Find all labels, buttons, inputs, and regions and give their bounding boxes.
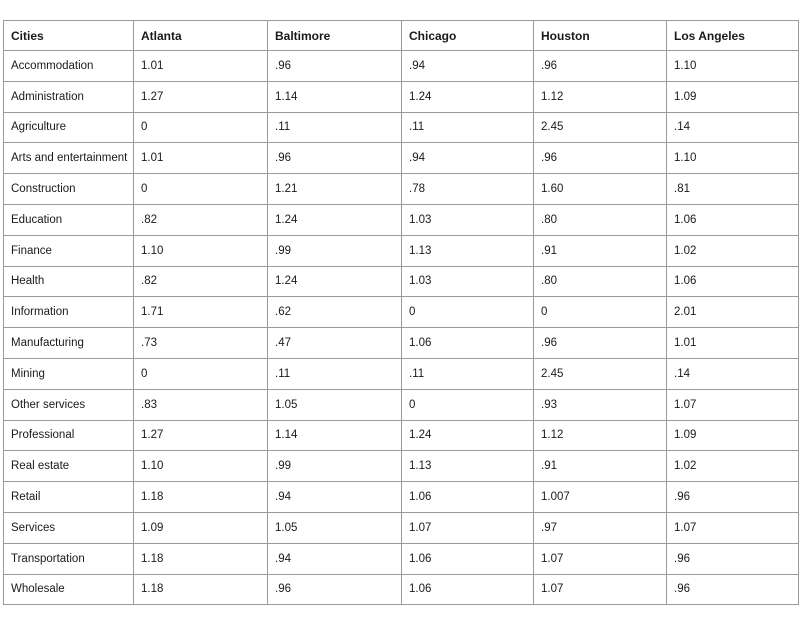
cell-atlanta: 1.10	[134, 235, 268, 266]
cell-industry: Information	[4, 297, 134, 328]
header-row	[4, 21, 799, 51]
cell-los-angeles: 1.06	[667, 266, 799, 297]
cell-chicago: 0	[402, 297, 534, 328]
cell-baltimore: .96	[268, 143, 402, 174]
table-row	[4, 143, 799, 174]
cell-atlanta: 1.71	[134, 297, 268, 328]
header-baltimore: Baltimore	[268, 21, 402, 51]
cell-atlanta: 0	[134, 358, 268, 389]
cell-houston: 1.12	[534, 420, 667, 451]
cell-baltimore: .94	[268, 543, 402, 574]
cell-baltimore: 1.14	[268, 420, 402, 451]
table-body	[4, 51, 799, 605]
table-row	[4, 266, 799, 297]
cell-industry: Other services	[4, 389, 134, 420]
cell-houston: .96	[534, 328, 667, 359]
cell-industry: Education	[4, 204, 134, 235]
cell-industry: Mining	[4, 358, 134, 389]
cell-houston: 1.07	[534, 543, 667, 574]
cell-baltimore: .96	[268, 51, 402, 82]
cell-industry: Finance	[4, 235, 134, 266]
header-atlanta: Atlanta	[134, 21, 268, 51]
cell-los-angeles: 1.10	[667, 143, 799, 174]
table-row	[4, 328, 799, 359]
cell-chicago: .11	[402, 358, 534, 389]
cell-industry: Wholesale	[4, 574, 134, 605]
cell-chicago: .78	[402, 174, 534, 205]
cell-houston: .91	[534, 235, 667, 266]
cell-baltimore: .62	[268, 297, 402, 328]
cell-atlanta: 1.27	[134, 81, 268, 112]
cell-los-angeles: 1.10	[667, 51, 799, 82]
table-row	[4, 512, 799, 543]
cell-industry: Accommodation	[4, 51, 134, 82]
cell-los-angeles: .96	[667, 482, 799, 513]
cell-atlanta: 1.10	[134, 451, 268, 482]
cell-industry: Arts and entertainment	[4, 143, 134, 174]
cell-baltimore: 1.05	[268, 389, 402, 420]
cell-atlanta: 0	[134, 112, 268, 143]
cell-chicago: 1.06	[402, 328, 534, 359]
cell-atlanta: 1.18	[134, 482, 268, 513]
cell-houston: .96	[534, 143, 667, 174]
cell-atlanta: 1.18	[134, 574, 268, 605]
cell-los-angeles: 1.07	[667, 512, 799, 543]
table-row	[4, 81, 799, 112]
cell-industry: Services	[4, 512, 134, 543]
cell-houston: .97	[534, 512, 667, 543]
cell-atlanta: 1.18	[134, 543, 268, 574]
cell-baltimore: .11	[268, 358, 402, 389]
header-cities: Cities	[4, 21, 134, 51]
cell-baltimore: 1.21	[268, 174, 402, 205]
table-row	[4, 297, 799, 328]
cell-houston: 0	[534, 297, 667, 328]
cell-baltimore: 1.05	[268, 512, 402, 543]
cell-chicago: 1.24	[402, 420, 534, 451]
cell-houston: .80	[534, 204, 667, 235]
city-industry-table	[3, 20, 799, 605]
cell-industry: Professional	[4, 420, 134, 451]
cell-industry: Real estate	[4, 451, 134, 482]
cell-houston: 1.60	[534, 174, 667, 205]
table-row	[4, 574, 799, 605]
cell-los-angeles: .96	[667, 543, 799, 574]
cell-houston: 2.45	[534, 358, 667, 389]
table-row	[4, 451, 799, 482]
cell-houston: .96	[534, 51, 667, 82]
cell-industry: Transportation	[4, 543, 134, 574]
cell-houston: .93	[534, 389, 667, 420]
cell-houston: 1.007	[534, 482, 667, 513]
cell-baltimore: 1.24	[268, 266, 402, 297]
cell-baltimore: 1.14	[268, 81, 402, 112]
cell-atlanta: .82	[134, 266, 268, 297]
cell-houston: 1.07	[534, 574, 667, 605]
cell-industry: Manufacturing	[4, 328, 134, 359]
cell-atlanta: 1.01	[134, 143, 268, 174]
cell-atlanta: .73	[134, 328, 268, 359]
table-row	[4, 174, 799, 205]
table-row	[4, 389, 799, 420]
cell-los-angeles: .96	[667, 574, 799, 605]
table-row	[4, 235, 799, 266]
cell-los-angeles: 2.01	[667, 297, 799, 328]
table-row	[4, 482, 799, 513]
cell-chicago: 1.24	[402, 81, 534, 112]
cell-industry: Administration	[4, 81, 134, 112]
cell-chicago: 1.03	[402, 266, 534, 297]
cell-chicago: 0	[402, 389, 534, 420]
cell-industry: Retail	[4, 482, 134, 513]
header-chicago: Chicago	[402, 21, 534, 51]
cell-atlanta: .82	[134, 204, 268, 235]
cell-industry: Agriculture	[4, 112, 134, 143]
cell-industry: Construction	[4, 174, 134, 205]
cell-los-angeles: .14	[667, 358, 799, 389]
cell-los-angeles: .81	[667, 174, 799, 205]
cell-chicago: 1.06	[402, 543, 534, 574]
cell-los-angeles: 1.02	[667, 451, 799, 482]
cell-los-angeles: 1.06	[667, 204, 799, 235]
cell-baltimore: .99	[268, 235, 402, 266]
cell-los-angeles: 1.07	[667, 389, 799, 420]
cell-baltimore: .96	[268, 574, 402, 605]
header-los-angeles: Los Angeles	[667, 21, 799, 51]
cell-baltimore: .99	[268, 451, 402, 482]
cell-houston: 2.45	[534, 112, 667, 143]
cell-chicago: 1.06	[402, 574, 534, 605]
cell-los-angeles: .14	[667, 112, 799, 143]
cell-atlanta: 1.27	[134, 420, 268, 451]
cell-houston: 1.12	[534, 81, 667, 112]
cell-los-angeles: 1.02	[667, 235, 799, 266]
cell-baltimore: .11	[268, 112, 402, 143]
cell-atlanta: 0	[134, 174, 268, 205]
cell-los-angeles: 1.01	[667, 328, 799, 359]
cell-atlanta: 1.09	[134, 512, 268, 543]
table-row	[4, 420, 799, 451]
cell-chicago: .94	[402, 143, 534, 174]
cell-chicago: .11	[402, 112, 534, 143]
cell-baltimore: 1.24	[268, 204, 402, 235]
cell-chicago: 1.07	[402, 512, 534, 543]
cell-chicago: .94	[402, 51, 534, 82]
table-row	[4, 358, 799, 389]
cell-industry: Health	[4, 266, 134, 297]
cell-atlanta: 1.01	[134, 51, 268, 82]
cell-los-angeles: 1.09	[667, 420, 799, 451]
cell-baltimore: .94	[268, 482, 402, 513]
cell-chicago: 1.06	[402, 482, 534, 513]
table-row	[4, 204, 799, 235]
cell-chicago: 1.03	[402, 204, 534, 235]
cell-baltimore: .47	[268, 328, 402, 359]
table-row	[4, 543, 799, 574]
cell-chicago: 1.13	[402, 235, 534, 266]
cell-chicago: 1.13	[402, 451, 534, 482]
cell-los-angeles: 1.09	[667, 81, 799, 112]
header-houston: Houston	[534, 21, 667, 51]
table-row	[4, 51, 799, 82]
cell-houston: .91	[534, 451, 667, 482]
cell-atlanta: .83	[134, 389, 268, 420]
cell-houston: .80	[534, 266, 667, 297]
table-row	[4, 112, 799, 143]
data-table-container	[3, 20, 798, 605]
